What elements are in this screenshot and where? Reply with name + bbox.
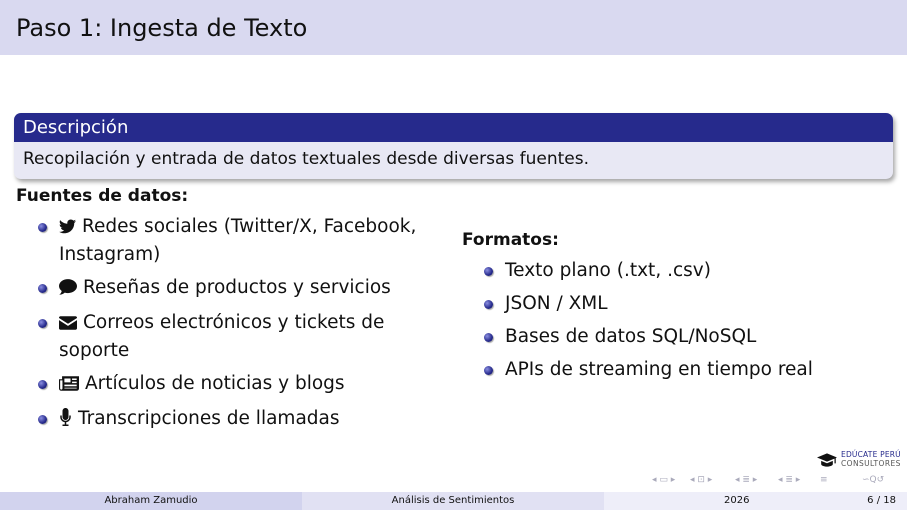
list-item [505,324,892,350]
graduation-cap-icon [817,452,837,471]
block-title: Descripción [14,113,893,142]
bullet-icon [38,284,47,293]
page-title: Paso 1: Ingesta de Texto [16,14,308,42]
formats-heading: Formatos: [462,230,559,250]
bullet-icon [38,380,47,389]
bullet-icon [38,223,47,232]
list-item-text: Redes sociales (Twitter/X, Facebook, Instagram) [59,216,417,265]
list-item [505,291,892,317]
list-item-text: Reseñas de productos y servicios [83,277,391,298]
list-item [505,258,892,284]
nav-frame-icon[interactable]: ◂ ⊡ ▸ [690,475,713,485]
bullet-icon [38,415,47,424]
nav-search-icon[interactable]: ∽Q↺ [862,475,885,485]
bullet-icon [484,366,493,375]
list-item-text: Correos electrónicos y tickets de soporte [59,312,385,361]
list-item [59,214,446,268]
bullet-icon [484,267,493,276]
page-number: 6 / 18 [867,495,896,506]
nav-section-icon[interactable]: ◂ ≣ ▸ [735,475,758,485]
logo-line1: EDÚCATE PERÚ [841,450,901,459]
list-item-text: Texto plano (.txt, .csv) [505,260,711,281]
nav-toc-icon[interactable]: ≡ [820,475,828,485]
list-item [505,357,892,383]
description-block [14,113,893,179]
list-item [59,406,446,434]
envelope-icon [59,312,77,338]
block-body: Recopilación y entrada de datos textuales desde diversas fuentes. [23,149,590,169]
bullet-icon [38,319,47,328]
bullet-icon [484,300,493,309]
list-item-text: JSON / XML [505,293,608,314]
list-item-text: Transcripciones de llamadas [78,408,340,429]
comment-icon [59,277,77,303]
formats-list [462,258,892,383]
nav-subsection-icon[interactable]: ◂ ≣ ▸ [778,475,801,485]
sources-column [16,186,446,441]
list-item [59,275,446,303]
bullet-icon [484,333,493,342]
list-item [59,371,446,399]
footer-talk-title: Análisis de Sentimientos [302,492,604,510]
list-item-text: Bases de datos SQL/NoSQL [505,326,757,347]
list-item-text: Artículos de noticias y blogs [85,373,345,394]
nav-prev-slide-icon[interactable]: ◂ ▭ ▸ [652,475,676,485]
list-item [59,310,446,364]
formats-column [462,230,892,390]
title-bar [0,0,907,55]
logo-line2: CONSULTORES [841,459,901,468]
newspaper-icon [59,373,79,399]
sources-heading: Fuentes de datos: [16,186,189,206]
footer [0,492,907,510]
microphone-icon [59,408,72,434]
footer-right [604,492,907,510]
twitter-icon [59,216,76,242]
list-item-text: APIs de streaming en tiempo real [505,359,813,380]
footer-year: 2026 [724,495,750,506]
logo [817,449,903,471]
sources-list [16,214,446,434]
footer-author: Abraham Zamudio [0,492,302,510]
